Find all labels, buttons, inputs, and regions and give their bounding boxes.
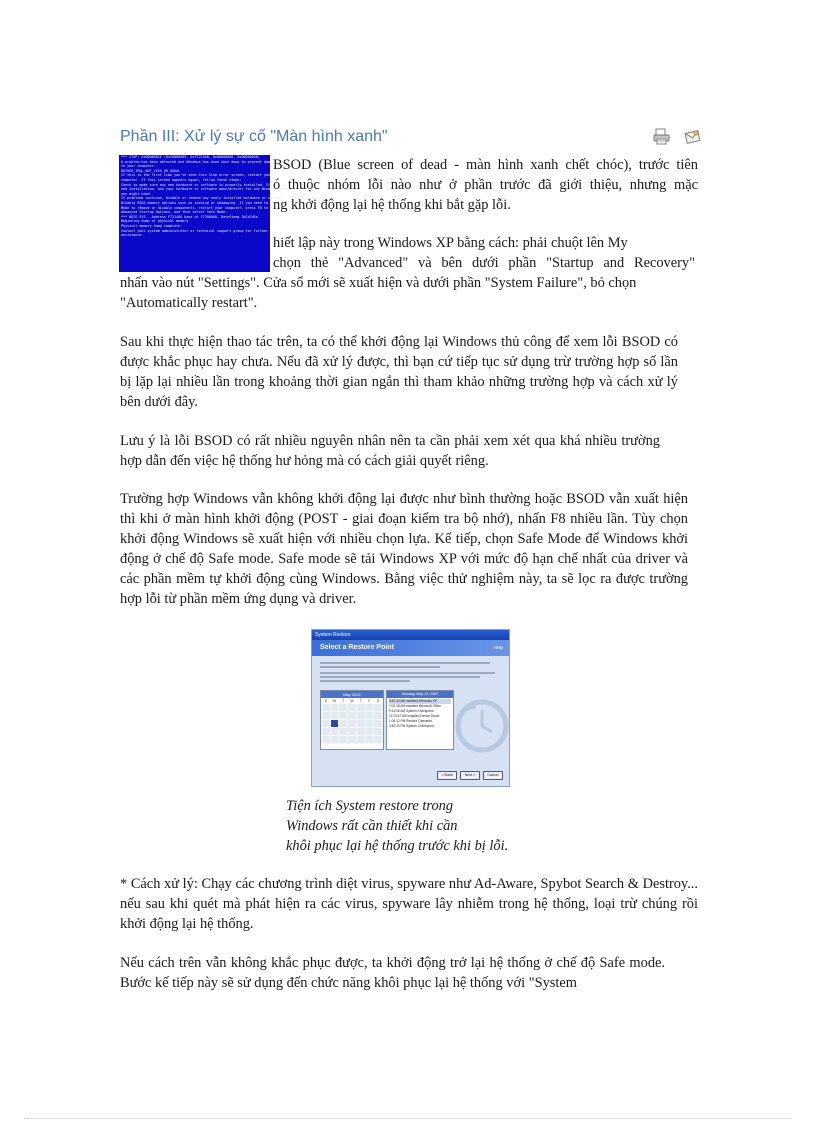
restore-point-item[interactable]: 1:05:12 PM Restore Operation [389,719,433,723]
print-icon[interactable] [653,128,670,145]
calendar-day-cell[interactable] [322,720,330,727]
bsod-text-line: A problem has been detected and Windows has been shut down to prevent damage [121,159,277,164]
bsod-text-line: Mode to remove or disable components, restart your computer, press F8 to select [121,205,283,210]
bsod-text-line: *** STOP: 0x0000001E (0xC0000005, 0x7F214A8, 0x00000000, 0x00000000) [121,155,260,159]
calendar-day-cell[interactable] [339,704,347,711]
calendar-day-cell[interactable] [331,736,339,743]
calendar-day-cell[interactable] [374,728,382,735]
calendar-day-cell[interactable] [374,704,382,711]
calendar-weekday: T [342,699,345,703]
calendar[interactable] [320,690,384,750]
calendar-day-cell[interactable] [339,728,347,735]
calendar-day-cell[interactable] [366,736,374,743]
calendar-day-cell[interactable] [348,720,356,727]
calendar-weekday: M [333,699,336,703]
wizard-banner [312,640,509,656]
caption-line-1: Tiện ích System restore trong [286,798,454,814]
calendar-day-cell[interactable] [331,704,339,711]
window-titlebar [312,630,509,640]
calendar-day-cell[interactable] [322,728,330,735]
system-restore-screenshot [311,629,510,787]
paragraph-4: Lưu ý là lỗi BSOD có rất nhiều nguyên nhân nên ta cần phải xem xét qua khá nhiều trường hợp dẫn đến việc hệ thống hư hỏng mà có cách giải quyết riêng. [120,433,660,469]
heading-tools [653,128,701,145]
restore-point-item[interactable]: 6:51:30 AM Installed Windows XP [389,699,451,704]
calendar-day-cell[interactable] [339,720,347,727]
wizard-buttons [437,771,503,780]
email-icon[interactable] [684,128,701,145]
calendar-day-cell[interactable] [357,720,365,727]
bsod-text-line: you might need. [121,191,152,196]
bsod-screenshot [119,155,293,272]
next-button[interactable]: Next > [460,771,480,780]
paragraph-2-top [273,233,695,273]
list-day-header: Monday, May 13, 2002 [387,691,453,698]
caption-line-2: Windows rất cần thiết khi cần [286,818,458,834]
bsod-text-line: Physical memory dump complete. [121,223,183,228]
calendar-day-cell[interactable] [366,720,374,727]
bsod-text-line: assistance. [121,233,144,238]
calendar-day-cell[interactable] [322,712,330,719]
caption-line-3: khôi phục lại hệ thống trước khi bị lỗi. [286,838,509,854]
bsod-text-line: to your computer. [121,164,156,169]
paragraph-7: Nếu cách trên vẫn không khắc phục được, ta khởi động trở lại hệ thống ở chế độ Safe mode. Bước kế tiếp này sẽ sử dụng đến chức năng khôi phục lại hệ thống với "System [120,955,665,991]
calendar-day-cell[interactable] [366,704,374,711]
calendar-day-cell[interactable] [322,736,330,743]
calendar-day-cell[interactable] [357,712,365,719]
calendar-day-cell[interactable] [374,712,382,719]
calendar-month: May 2002 [321,691,383,698]
paragraph-3: Sau khi thực hiện thao tác trên, ta có thể khởi động lại Windows thủ công để xem lỗi BSOD có được khắc phục hay chưa. Nếu đã xử lý được, thì bạn cứ tiếp tục sử dụng trừ trường hợp số lần bị lặp lại nhiều lần trong khoảng thời gian ngắn thì tham khảo những trường hợp và cách xử lý bên dưới đây. [120,334,678,410]
calendar-day-cell[interactable] [339,736,347,743]
calendar-weekday: T [359,699,362,703]
paragraph-6: * Cách xử lý: Chạy các chương trình diệt virus, spyware như Ad-Aware, Spybot Search & Destroy... nếu sau khi quét mà phát hiện ra các virus, spyware lây nhiễm trong hệ thống, loại trừ chúng rồi khởi động lại hệ thống. [120,876,698,932]
paragraph-2-line-1: hiết lập này trong Windows XP bằng cách: phải chuột lên My [273,235,628,251]
calendar-day-cell[interactable] [339,712,347,719]
page-bottom-divider [24,1118,792,1119]
calendar-day-cell[interactable] [348,728,356,735]
wizard-description [320,662,500,682]
paragraph-1-line-2: ó thuộc nhóm lỗi nào như ở phần trước đã giới thiệu, nhưng mặc [273,177,698,193]
paragraph-1-line-1: BSOD (Blue screen of dead - màn hình xanh chết chóc), trước tiên [273,157,698,173]
calendar-day-cell[interactable] [374,736,382,743]
restore-watermark-icon [454,692,509,762]
calendar-day-cell[interactable] [348,736,356,743]
restore-point-item[interactable]: 9:14:05 AM System Checkpoint [389,709,434,713]
calendar-day-cell[interactable] [357,728,365,735]
wizard-heading: Select a Restore Point [320,644,394,651]
calendar-weekday: F [368,699,371,703]
paragraph-2-line-3: nhấn vào nút "Settings". Cửa sổ mới sẽ xuất hiện và dưới phần "System Failure", bỏ chọn [120,275,637,291]
bsod-text-line: Contact your system administrator or technical support group for further [121,228,268,233]
section-heading: Phần III: Xử lý sự cố "Màn hình xanh" [120,128,388,145]
calendar-day-cell[interactable] [331,720,339,727]
calendar-day-cell[interactable] [322,704,330,711]
bsod-text-line: Disable BIOS memory options such as caching or shadowing. If you need to use Safe [121,200,287,205]
calendar-grid[interactable] [321,698,383,744]
bsod-text-line: *** NDIS.SYS - Address F7214A8 base at F7200000, DateStamp 3b7d7d5a [121,214,258,219]
bsod-text-line: If problems continue, disable or remove any newly installed hardware or software. [121,196,287,201]
calendar-weekday: W [350,699,354,703]
paragraph-1 [273,155,698,215]
calendar-day-cell[interactable] [357,736,365,743]
calendar-day-cell[interactable] [357,704,365,711]
bsod-text-line: computer. If this screen appears again, follow these steps: [121,177,242,182]
image-caption [286,796,508,856]
restore-point-item[interactable]: 3:40:33 PM System Checkpoint [389,724,434,728]
help-link[interactable]: Help [493,645,503,650]
calendar-day-cell[interactable] [348,712,356,719]
calendar-weekday: S [377,699,380,703]
back-button[interactable]: < Back [437,771,457,780]
bsod-text-line: DRIVER_IRQL_NOT_LESS_OR_EQUAL [121,168,181,173]
restore-point-list[interactable] [386,690,454,750]
paragraph-2-line-4: "Automatically restart". [120,295,258,311]
calendar-day-cell[interactable] [366,728,374,735]
bsod-text-line: Beginning dump of physical memory [121,219,189,224]
calendar-day-cell[interactable] [366,712,374,719]
calendar-weekday: S [324,699,327,703]
calendar-day-cell[interactable] [331,728,339,735]
calendar-day-cell[interactable] [331,712,339,719]
paragraph-1-line-3: ng khởi động lại hệ thống khi bắt gặp lỗi. [273,197,511,213]
window-title: System Restore [315,632,351,638]
restore-point-item[interactable]: 7:02:18 AM Installed Microsoft Office [389,704,441,708]
paragraph-2-bottom [120,273,698,313]
cancel-button[interactable]: Cancel [483,771,503,780]
bsod-text-line: Check to make sure any new hardware or software is properly installed. If this is a [121,182,291,187]
calendar-day-cell[interactable] [374,720,382,727]
bsod-text-line: new installation, ask your hardware or software manufacturer for any Windows updates [121,187,293,192]
bsod-text-line: Advanced Startup Options, and then select Safe Mode. [121,210,228,215]
calendar-day-cell[interactable] [348,704,356,711]
paragraph-2-line-2: chọn thẻ "Advanced" và bên dưới phần "Startup and Recovery" [273,255,695,271]
restore-point-item[interactable]: 11:20:47 AM Installed Device Driver [389,714,440,718]
paragraph-5: Trường hợp Windows vẫn không khởi động lại được như bình thường hoặc BSOD vẫn xuất hiện thì khi ở màn hình khởi động (POST - giai đoạn kiểm tra bộ nhớ), nhấn F8 nhiều lần. Tùy chọn khởi động Windows sẽ xuất hiện với nhiều chọn lựa. Kế tiếp, chọn Safe Mode để Windows khởi động ở chế độ Safe mode. Safe mode sẽ tải Windows XP với mức độ hạn chế nhất của driver và các phần mềm tự khởi động cùng Windows. Bằng việc thử nghiệm này, ta sẽ lọc ra được trường hợp lỗi từ phần mềm ứng dụng và driver. [120,491,688,607]
bsod-text-line: If this is the first time you've seen this Stop error screen, restart your [121,173,273,178]
